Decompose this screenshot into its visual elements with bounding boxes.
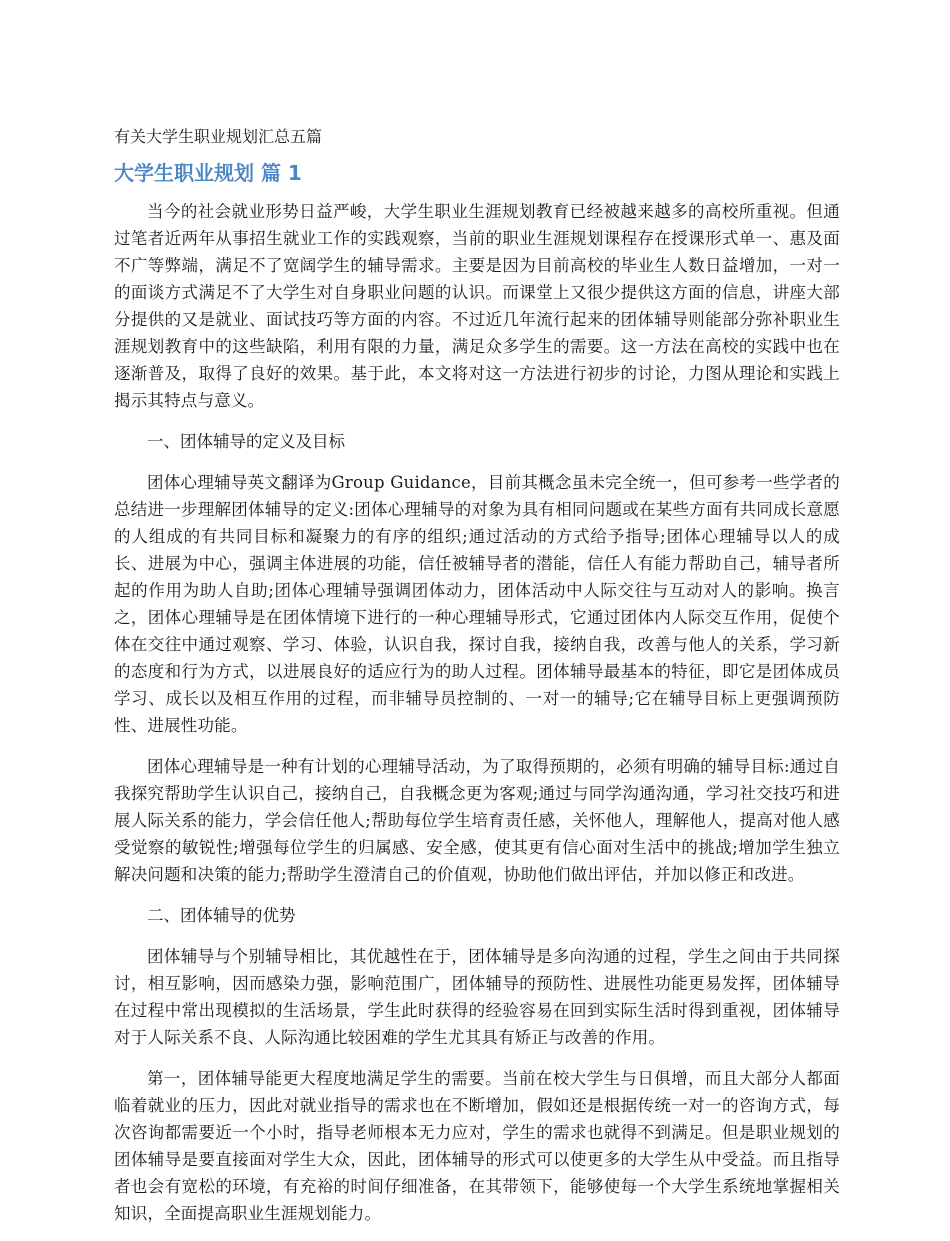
document-content: [114, 124, 840, 1241]
document-title: 有关大学生职业规划汇总五篇: [114, 127, 323, 146]
paragraph-advantages: 团体辅导与个别辅导相比，其优越性在于，团体辅导是多向沟通的过程，学生之间由于共同探讨，相互影响，因而感染力强，影响范围广，团体辅导的预防性、进展性功能更易发挥，团体辅导在过程中常出现模拟的生活场景，学生此时获得的经验容易在回到实际生活时得到重视，团体辅导对于人际关系不良、人际沟通比较困难的学生尤其具有矫正与改善的作用。: [114, 947, 840, 1047]
section-heading: 大学生职业规划 篇 1: [114, 161, 302, 185]
paragraph-first-point: 第一，团体辅导能更大程度地满足学生的需要。当前在校大学生与日俱增，而且大部分人都面临着就业的压力，因此对就业指导的需求也在不断增加，假如还是根据传统一对一的咨询方式，每次咨询都需要近一个小时，指导老师根本无力应对，学生的需求也就得不到满足。但是职业规划的团体辅导是要直接面对学生大众，因此，团体辅导的形式可以使更多的大学生从中受益。而且指导者也会有宽松的环境，有充裕的时间仔细准备，在其带领下，能够使每一个大学生系统地掌握相关知识，全面提高职业生涯规划能力。: [114, 1069, 840, 1223]
paragraph-goals: 团体心理辅导是一种有计划的心理辅导活动，为了取得预期的，必须有明确的辅导目标:通过自我探究帮助学生认识自己，接纳自己，自我概念更为客观;通过与同学沟通沟通，学习社交技巧和进展人际关系的能力，学会信任他人;帮助每位学生培育责任感，关怀他人，理解他人，提高对他人感受觉察的敏锐性;增强每位学生的归属感、安全感，使其更有信心面对生活中的挑战;增加学生独立解决问题和决策的能力;帮助学生澄清自己的价值观，协助他们做出评估，并加以修正和改进。: [114, 757, 840, 884]
subheading-advantages: 二、团体辅导的优势: [147, 906, 296, 925]
paragraph-intro: 当今的社会就业形势日益严峻，大学生职业生涯规划教育已经被越来越多的高校所重视。但通过笔者近两年从事招生就业工作的实践观察，当前的职业生涯规划课程存在授课形式单一、惠及面不广等弊端，满足不了宽阔学生的辅导需求。主要是因为目前高校的毕业生人数日益增加，一对一的面谈方式满足不了大学生对自身职业问题的认识。而课堂上又很少提供这方面的信息，讲座大部分提供的又是就业、面试技巧等方面的内容。不过近几年流行起来的团体辅导则能部分弥补职业生涯规划教育中的这些缺陷，利用有限的力量，满足众多学生的需要。这一方法在高校的实践中也在逐渐普及，取得了良好的效果。基于此，本文将对这一方法进行初步的讨论，力图从理论和实践上揭示其特点与意义。: [114, 202, 840, 410]
subheading-definition: 一、团体辅导的定义及目标: [147, 432, 345, 451]
paragraph-definition: 团体心理辅导英文翻译为Group Guidance，目前其概念虽未完全统一，但可参考一些学者的总结进一步理解团体辅导的定义:团体心理辅导的对象为具有相同问题或在某些方面有共同成长意愿的人组成的有共同目标和凝聚力的有序的组织;通过活动的方式给予指导;团体心理辅导以人的成长、进展为中心，强调主体进展的功能，信任被辅导者的潜能，信任人有能力帮助自己，辅导者所起的作用为助人自助;团体心理辅导强调团体动力，团体活动中人际交往与互动对人的影响。换言之，团体心理辅导是在团体情境下进行的一种心理辅导形式，它通过团体内人际交互作用，促使个体在交往中通过观察、学习、体验，认识自我，探讨自我，接纳自我，改善与他人的关系，学习新的态度和行为方式，以进展良好的适应行为的助人过程。团体辅导最基本的特征，即它是团体成员学习、成长以及相互作用的过程，而非辅导员控制的、一对一的辅导;它在辅导目标上更强调预防性、进展性功能。: [114, 473, 840, 735]
